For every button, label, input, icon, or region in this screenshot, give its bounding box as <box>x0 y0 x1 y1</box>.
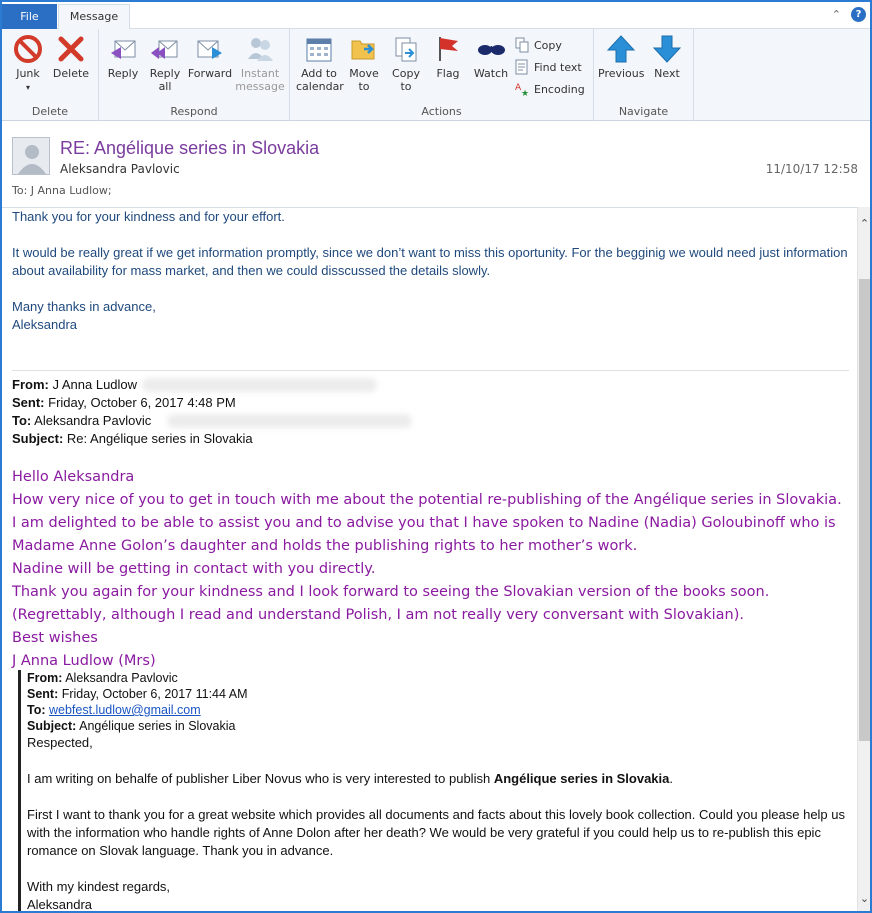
orig-sent-label: Sent: <box>27 687 59 701</box>
message-body <box>2 207 857 913</box>
original-signature: Aleksandra <box>27 897 93 912</box>
reply-line-4: Aleksandra <box>12 317 78 332</box>
orig-to-email-link[interactable]: webfest.ludlow@gmail.com <box>49 703 201 717</box>
ludlow-line-7: (Regrettably, although I read and understand Polish, I am not really very conversant with Slovakian). <box>12 607 745 623</box>
scrollbar-thumb[interactable] <box>859 279 870 741</box>
ludlow-line-2: How very nice of you to get in touch with me about the potential re-publishing of the Angélique series in Slovakia. <box>12 492 842 508</box>
move-to-label-1: Move <box>349 67 379 80</box>
message-header <box>2 121 870 207</box>
fwd-subject: Re: Angélique series in Slovakia <box>66 431 253 446</box>
quoted-original-message <box>18 670 853 913</box>
junk-icon <box>12 33 44 65</box>
orig-from-label: From: <box>27 671 63 685</box>
scroll-up-icon[interactable]: ⌃ <box>859 217 870 230</box>
move-to-button[interactable] <box>344 33 384 93</box>
fwd-subject-label: Subject: <box>12 431 64 446</box>
orig-to-label: To: <box>27 703 46 717</box>
copy-to-icon <box>390 33 422 65</box>
scroll-down-icon[interactable]: ⌄ <box>859 892 870 905</box>
forward-button[interactable] <box>187 33 233 80</box>
down-arrow-icon <box>651 33 683 65</box>
reply-button[interactable] <box>103 33 143 80</box>
move-folder-icon <box>348 33 380 65</box>
redacted-email-2 <box>167 414 412 428</box>
group-navigate <box>594 29 694 121</box>
reply-label: Reply <box>107 67 139 80</box>
copy-to-label-2: to <box>400 80 412 93</box>
collapse-ribbon-icon[interactable]: ⌃ <box>831 8 841 21</box>
move-to-label-2: to <box>358 80 370 93</box>
ludlow-line-6: Thank you again for your kindness and I look forward to seeing the Slovakian version of the books soon. <box>12 584 770 600</box>
reply-icon <box>107 33 139 65</box>
flag-icon <box>432 33 464 65</box>
delete-label: Delete <box>52 67 90 80</box>
fwd-to-label: To: <box>12 413 32 428</box>
instant-message-label-2: message <box>235 80 285 93</box>
reply-all-button[interactable] <box>145 33 185 93</box>
forward-icon <box>194 33 226 65</box>
flag-button[interactable] <box>428 33 468 80</box>
junk-button[interactable] <box>8 33 48 94</box>
original-header <box>27 670 853 734</box>
message-subject: RE: Angélique series in Slovakia <box>60 138 320 158</box>
find-text-icon <box>514 59 530 75</box>
tab-file[interactable]: File <box>2 4 57 29</box>
orig-subject: Angélique series in Slovakia <box>79 719 236 733</box>
reply-line-3: Many thanks in advance, <box>12 299 156 314</box>
original-paragraph-2: First I want to thank you for a great website which provides all documents and facts about this lovely book collection. Could you please help us with the information who handle rights of Anne Dolon after her death? We would be very grateful if you could help us to re-publish this epic romance on Slovak language. Thank you in advance. <box>27 807 846 858</box>
person-icon <box>13 138 51 176</box>
orig-p1-bold: Angélique series in Slovakia <box>493 771 670 786</box>
ludlow-line-1: Hello Aleksandra <box>12 469 135 485</box>
reply-all-label-1: Reply <box>149 67 181 80</box>
encoding-label: Encoding <box>534 82 585 96</box>
flag-label: Flag <box>436 67 460 80</box>
copy-icon <box>514 37 530 53</box>
previous-label: Previous <box>598 67 645 80</box>
group-label-navigate: Navigate <box>618 105 669 118</box>
separator-line <box>12 370 849 371</box>
copy-label: Copy <box>534 38 562 52</box>
message-date: 11/10/17 12:58 <box>765 162 858 176</box>
sender-avatar <box>12 137 50 175</box>
orig-subject-label: Subject: <box>27 719 77 733</box>
forward-label: Forward <box>187 67 233 80</box>
ribbon <box>2 29 870 121</box>
add-to-calendar-button[interactable] <box>296 33 342 93</box>
reply-line-2: It would be really great if we get information promptly, since we don’t want to miss this oportunity. For the begginig we would need just information about availability for mass market, and then we could disscussed the details slowly. <box>12 245 848 278</box>
vertical-scrollbar[interactable] <box>857 207 870 913</box>
ludlow-line-3: I am delighted to be able to assist you and to advise you that I have spoken to Nadine (Nadia) Goloubinoff who is <box>12 515 836 531</box>
copy-to-label-1: Copy <box>392 67 420 80</box>
reply-all-label-2: all <box>158 80 172 93</box>
instant-message-button[interactable] <box>235 33 285 93</box>
up-arrow-icon <box>605 33 637 65</box>
add-to-calendar-label-1: Add to <box>301 67 337 80</box>
redacted-email-1 <box>142 378 377 392</box>
delete-button[interactable] <box>50 33 92 80</box>
group-label-actions: Actions <box>421 105 462 118</box>
watch-button[interactable] <box>470 33 512 80</box>
find-text-button[interactable] <box>514 59 582 75</box>
svg-text:★: ★ <box>521 89 530 97</box>
ludlow-line-4: Madame Anne Golon’s daughter and holds the publishing rights to her mother’s work. <box>12 538 638 554</box>
group-actions <box>290 29 594 121</box>
message-sender[interactable]: Aleksandra Pavlovic <box>60 162 180 176</box>
copy-to-button[interactable] <box>386 33 426 93</box>
instant-message-icon <box>244 33 276 65</box>
message-recipients[interactable]: To: J Anna Ludlow; <box>12 184 112 197</box>
add-to-calendar-label-2: calendar <box>296 80 344 93</box>
reply-all-icon <box>149 33 181 65</box>
original-greeting: Respected, <box>27 735 93 750</box>
glasses-icon <box>475 33 507 65</box>
help-icon[interactable]: ? <box>851 7 866 22</box>
orig-p1-start: I am writing on behalfe of publisher Liber Novus who is very interested to publish <box>27 771 494 786</box>
ludlow-line-9: J Anna Ludlow (Mrs) <box>12 653 156 669</box>
calendar-icon <box>303 33 335 65</box>
fwd-from-label: From: <box>12 377 49 392</box>
ludlow-line-5: Nadine will be getting in contact with you directly. <box>12 561 376 577</box>
watch-label: Watch <box>473 67 509 80</box>
next-label: Next <box>654 67 680 80</box>
encoding-button[interactable] <box>514 81 585 97</box>
orig-from: Aleksandra Pavlovic <box>65 671 178 685</box>
original-paragraph-1 <box>27 770 853 788</box>
fwd-sent: Friday, October 6, 2017 4:48 PM <box>48 395 236 410</box>
reply-line-1: Thank you for your kindness and for your effort. <box>12 209 285 224</box>
tab-message[interactable]: Message <box>58 4 130 30</box>
find-text-label: Find text <box>534 60 582 74</box>
fwd-from: J Anna Ludlow <box>52 377 138 392</box>
group-respond <box>99 29 290 121</box>
encoding-icon <box>514 81 530 97</box>
tab-strip-controls <box>832 7 866 22</box>
orig-p1-end: . <box>669 771 674 786</box>
fwd-sent-label: Sent: <box>12 395 45 410</box>
svg-text:A: A <box>515 83 522 93</box>
ludlow-line-8: Best wishes <box>12 630 98 646</box>
fwd-to: Aleksandra Pavlovic <box>34 413 152 428</box>
instant-message-label-1: Instant <box>240 67 280 80</box>
delete-icon <box>55 33 87 65</box>
next-button[interactable] <box>646 33 688 80</box>
ribbon-tab-strip <box>2 2 870 29</box>
previous-button[interactable] <box>598 33 644 80</box>
orig-sent: Friday, October 6, 2017 11:44 AM <box>61 687 248 701</box>
junk-label: Junk <box>16 67 40 80</box>
copy-button[interactable] <box>514 37 562 53</box>
group-delete <box>2 29 99 121</box>
original-closing: With my kindest regards, <box>27 879 171 894</box>
group-label-delete: Delete <box>31 105 69 118</box>
group-label-respond: Respond <box>170 105 218 118</box>
junk-dropdown-icon[interactable]: ▾ <box>25 83 30 92</box>
